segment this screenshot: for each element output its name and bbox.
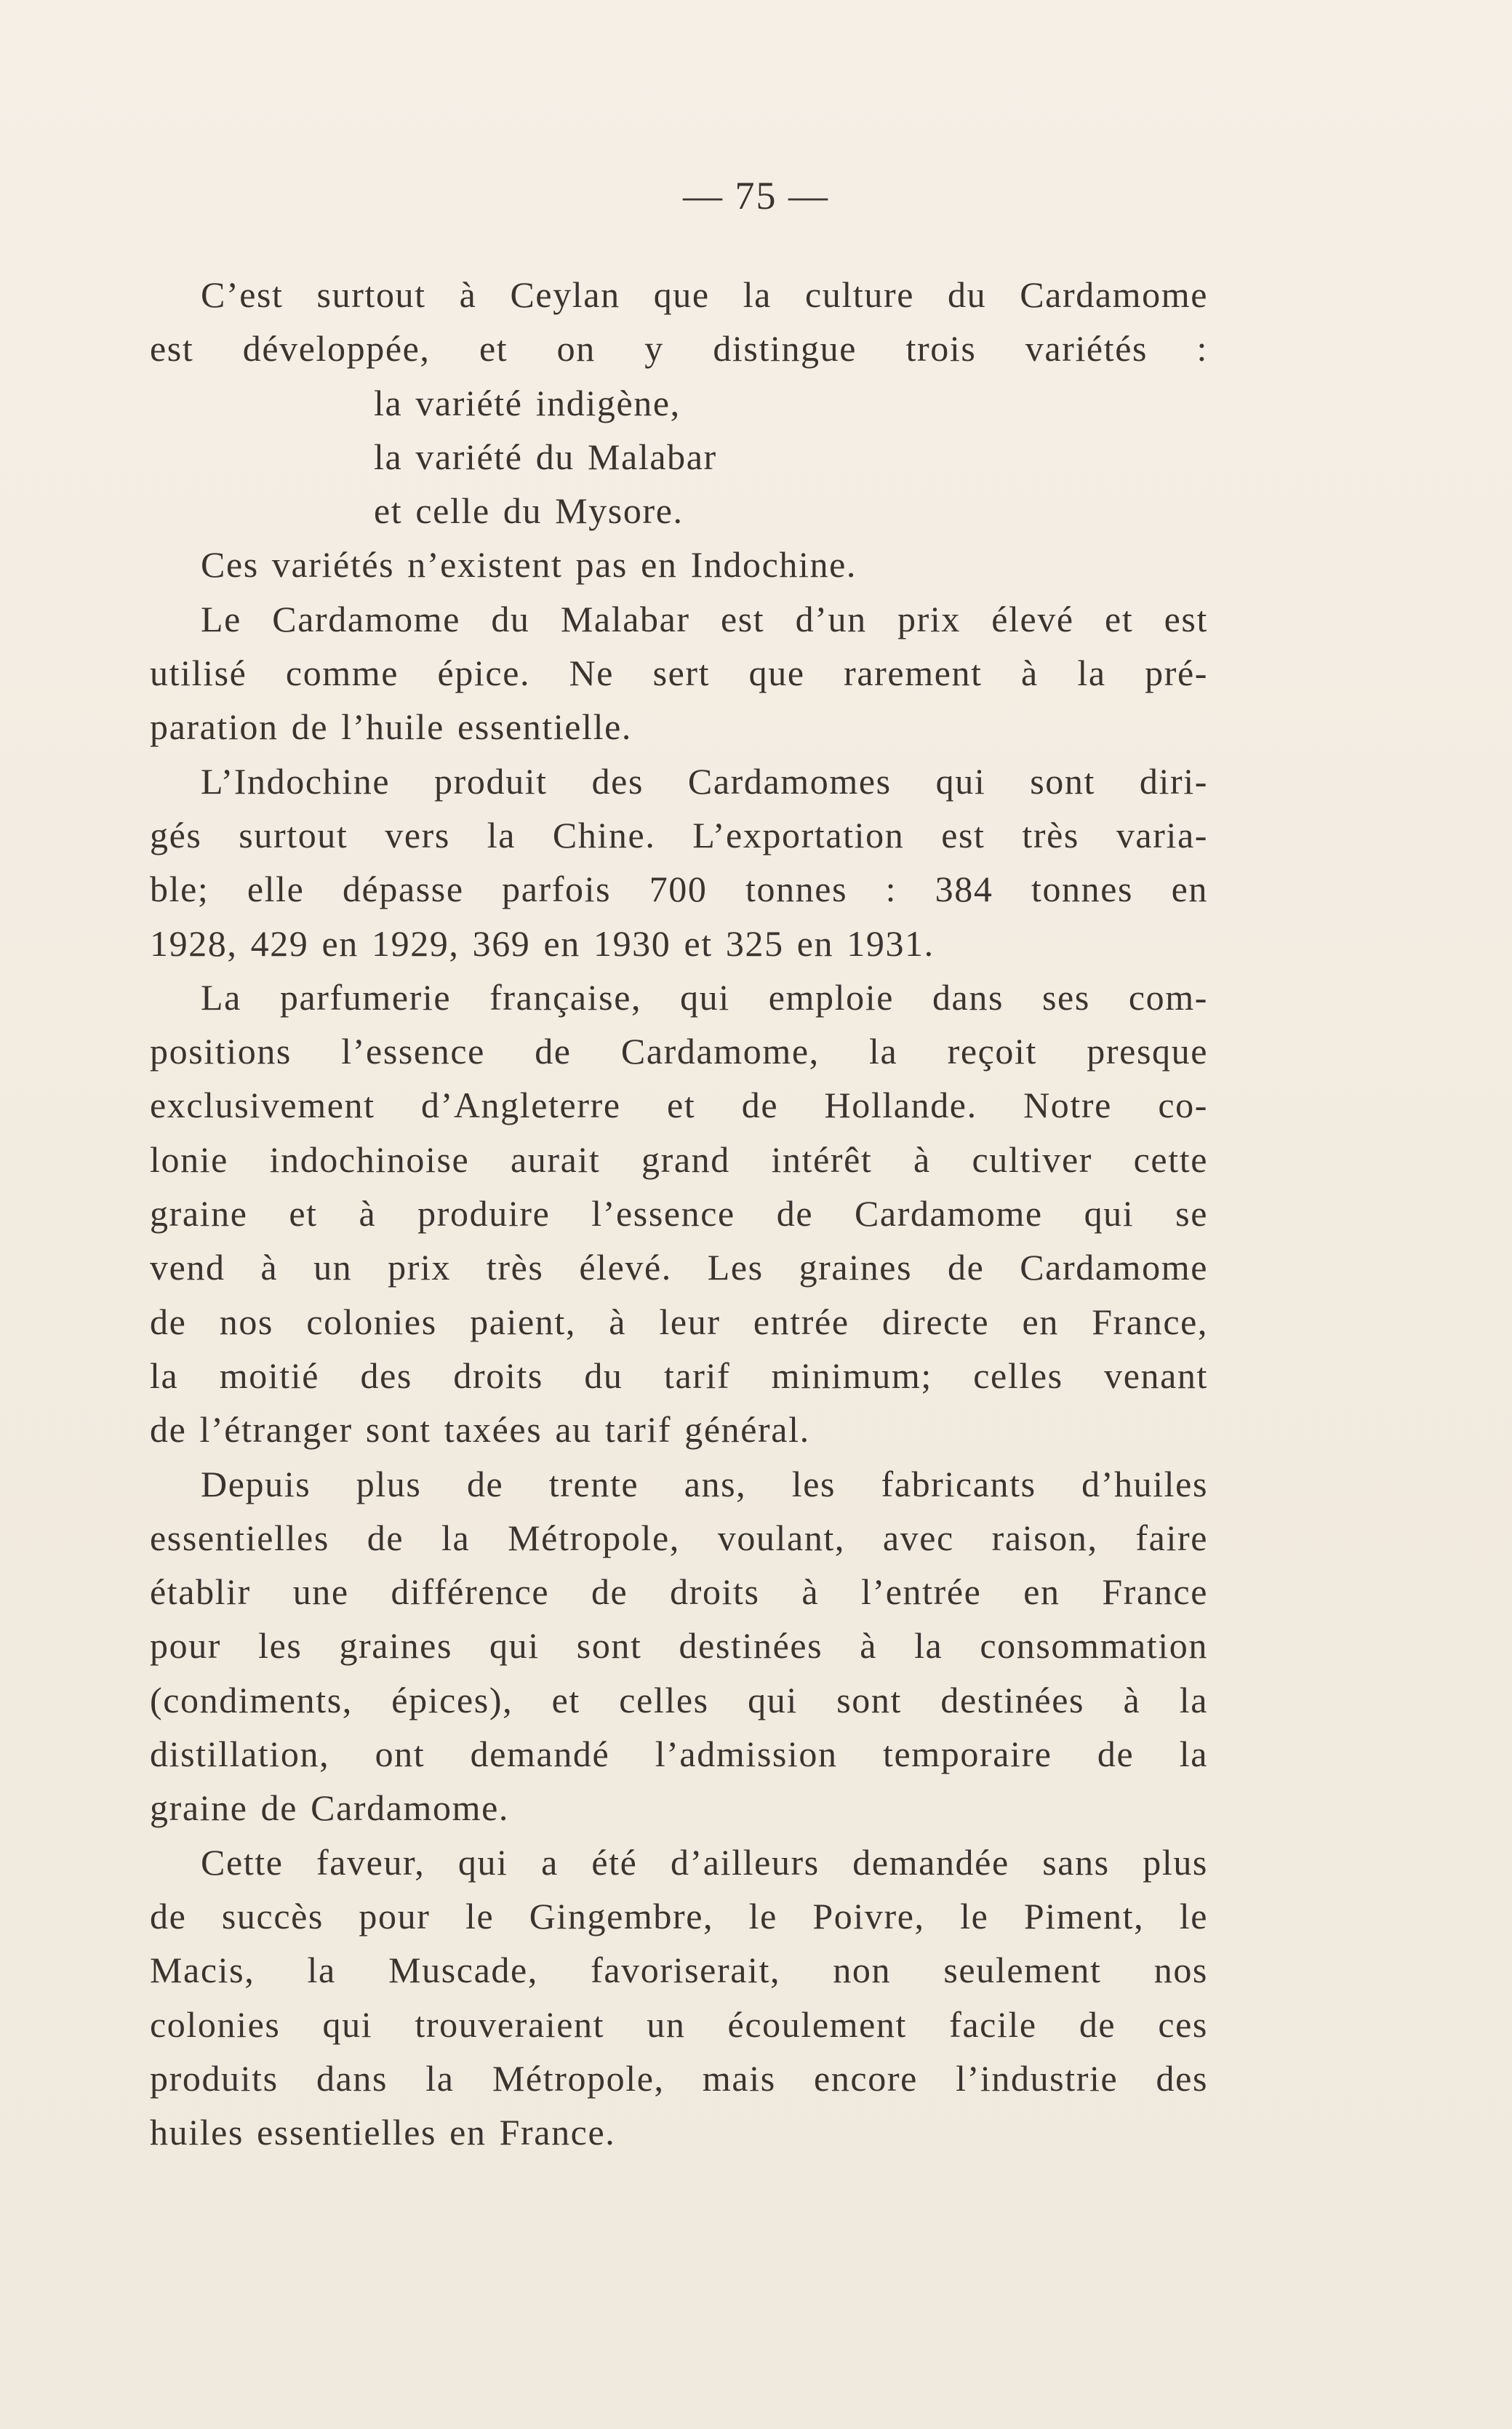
text-line: Ces variétés n’existent pas en Indochine. (201, 544, 857, 586)
text-line: de succès pour le Gingembre, le Poivre, le Piment, le (150, 1895, 1208, 1937)
text-line: C’est surtout à Ceylan que la culture du Cardamome (201, 274, 1208, 315)
text-line: huiles essentielles en France. (150, 2112, 616, 2153)
text-line: L’Indochine produit des Cardamomes qui sont diri- (201, 760, 1208, 802)
text-line: 1928, 429 en 1929, 369 en 1930 et 325 en 1931. (150, 922, 935, 964)
text-line: La parfumerie française, qui emploie dans ses com- (201, 976, 1208, 1018)
text-line: positions l’essence de Cardamome, la reçoit presque (150, 1031, 1208, 1072)
text-line: Depuis plus de trente ans, les fabricants d’huiles (201, 1463, 1208, 1504)
text-line: établir une différence de droits à l’entrée en France (150, 1571, 1208, 1613)
text-line: de nos colonies paient, à leur entrée directe en France, (150, 1301, 1208, 1342)
text-line: paration de l’huile essentielle. (150, 706, 632, 748)
page-number: — 75 — (683, 174, 829, 218)
text-line: distillation, ont demandé l’admission temporaire de la (150, 1734, 1208, 1775)
text-line: lonie indochinoise aurait grand intérêt à cultiver cette (150, 1138, 1208, 1180)
text-line: de l’étranger sont taxées au tarif général. (150, 1409, 810, 1451)
text-line: graine et à produire l’essence de Cardamome qui se (150, 1193, 1208, 1235)
text-line: ble; elle dépasse parfois 700 tonnes : 384 tonnes en (150, 869, 1208, 910)
text-line: la variété indigène, (374, 382, 681, 423)
text-line: colonies qui trouveraient un écoulement facile de ces (150, 2003, 1208, 2045)
text-line: pour les graines qui sont destinées à la consommation (150, 1625, 1208, 1667)
text-line: et celle du Mysore. (374, 490, 684, 532)
text-line: produits dans la Métropole, mais encore l’industrie des (150, 2057, 1208, 2099)
text-line: Macis, la Muscade, favoriserait, non seulement nos (150, 1950, 1208, 1991)
text-line: gés surtout vers la Chine. L’exportation est très varia- (150, 814, 1208, 855)
text-line: vend à un prix très élevé. Les graines de Cardamome (150, 1247, 1208, 1288)
text-line: graine de Cardamome. (150, 1787, 509, 1829)
text-line: utilisé comme épice. Ne sert que rarement à la pré- (150, 653, 1208, 694)
text-line: (condiments, épices), et celles qui sont destinées à la (150, 1679, 1208, 1720)
text-line: essentielles de la Métropole, voulant, avec raison, faire (150, 1517, 1208, 1558)
text-line: exclusivement d’Angleterre et de Hollande. Notre co- (150, 1085, 1208, 1126)
body-text (150, 268, 1208, 2159)
text-line: Cette faveur, qui a été d’ailleurs demandée sans plus (201, 1841, 1208, 1883)
text-line: est développée, et on y distingue trois variétés : (150, 328, 1208, 370)
text-line: Le Cardamome du Malabar est d’un prix élevé et est (201, 598, 1208, 639)
text-line: la moitié des droits du tarif minimum; celles venant (150, 1355, 1208, 1396)
text-line: la variété du Malabar (374, 436, 717, 477)
